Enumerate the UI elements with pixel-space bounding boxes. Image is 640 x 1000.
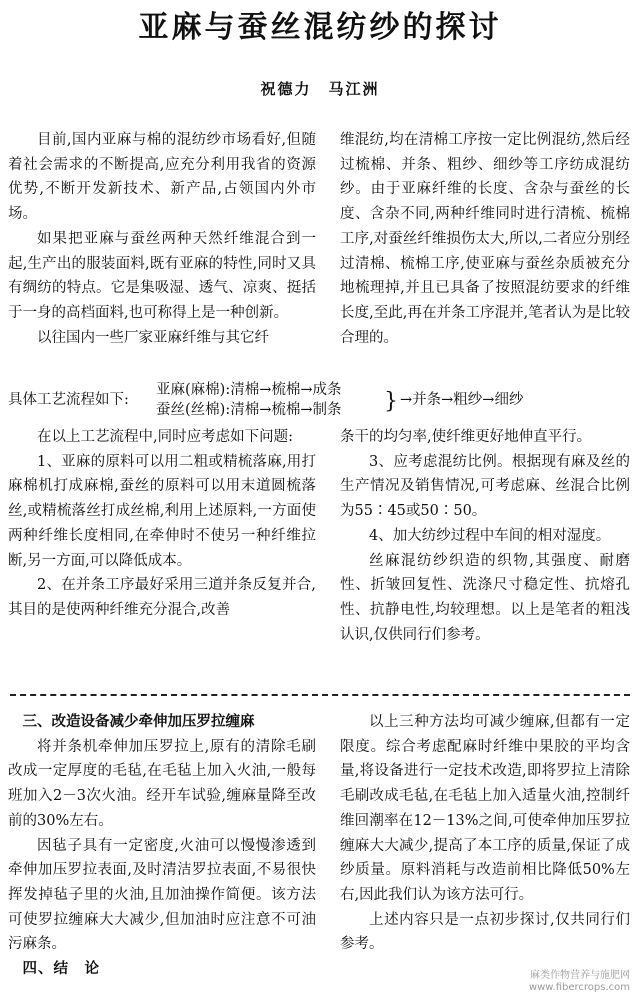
paragraph: 以往国内一些厂家亚麻纤维与其它纤 bbox=[37, 329, 269, 346]
paragraph: 目前,国内亚麻与棉的混纺纱市场看好,但随着社会需求的不断提高,应充分利用我省的资源优势,不断开发新技术、新产品,占领国内外市场。 bbox=[8, 132, 316, 223]
paragraph: 1、亚麻的原料可以用二粗或精梳落麻,用打麻棉机打成麻棉,蚕丝的原料可以用末道圆梳落丝,或精梳落丝打成丝棉,利用上述原料,一方面使两种纤维长度相同,在牵伸时不使另一种纤维拉断,另一方面,可以降低成本。 bbox=[8, 453, 316, 569]
paragraph: 在以上工艺流程中,同时应考虑如下问题: bbox=[37, 429, 293, 445]
left-column-middle bbox=[8, 425, 316, 623]
paragraph: 如果把亚麻与蚕丝两种天然纤维混合到一起,生产出的服装面料,既有亚麻的特性,同时又具有绸纺的特点。它是集吸湿、透气、凉爽、挺括于一身的高档面料,也可称得上是一种创新。 bbox=[8, 230, 316, 321]
paragraph: 维混纺,均在清棉工序按一定比例混纺,然后经过梳棉、并条、粗纱、细纱等工序纺成混纺纱。由于亚麻纤维的长度、含杂与蚕丝的长度、含杂不同,两种纤维同时进行清梳、梳棉工序,对蚕丝纤维损伤太大,所以,二者应分别经过清棉、梳棉工序,使亚麻与蚕丝杂质被充分地梳理掉,并且已具备了按照混纺要求的纤维长度,至此,再在并条工序混并,笔者认为是比较合理的。 bbox=[340, 132, 630, 346]
paragraph: 上述内容只是一点初步探讨,仅共同行们参考。 bbox=[340, 911, 630, 953]
paragraph: 以上三种方法均可减少缠麻,但都有一定限度。综合考虑配麻时纤维中果胶的平均含量,将设备进行一定技术改造,即将罗拉上清除毛刷改成毛毡,在毛毡上加入适量火油,控制纤维回潮率在12－13%之间,可使牵伸加压罗拉缠麻大大减少,提高了本工序的质量,保证了成纱质量。原料消耗与改造前相比降低50%左右,因此我们认为该方法可行。 bbox=[340, 714, 630, 903]
right-column-bottom bbox=[340, 710, 630, 957]
section-heading: 三、改造设备减少牵伸加压罗拉缠麻 bbox=[22, 714, 255, 730]
process-flow bbox=[8, 360, 628, 420]
watermark-url: www.fibercrops.com bbox=[528, 982, 630, 993]
watermark-name: 麻类作物营养与施肥网 bbox=[530, 970, 630, 981]
paragraph: 3、应考虑混纺比例。根据现有麻及丝的生产情况及销售情况,可考虑麻、丝混合比例为55∶45或50∶50。 bbox=[340, 453, 630, 520]
left-column-bottom bbox=[8, 710, 316, 982]
process-flow-silk: 蚕丝(丝棉):清棉→梳棉→制条 bbox=[156, 402, 342, 418]
right-column-middle bbox=[340, 425, 630, 647]
section-heading: 四、结 论 bbox=[22, 961, 100, 978]
watermark bbox=[529, 970, 630, 994]
brace-icon: } bbox=[384, 389, 398, 414]
article-title: 亚麻与蚕丝混纺纱的探讨 bbox=[138, 10, 502, 45]
process-flow-flax: 亚麻(麻棉):清棉→梳棉→成条 bbox=[156, 382, 342, 398]
process-flow-lead: 具体工艺流程如下: bbox=[8, 392, 129, 408]
paragraph: 4、加大纺纱过程中车间的相对湿度。 bbox=[369, 527, 611, 544]
paragraph: 丝麻混纺纱织造的织物,其强度、耐磨性、折皱回复性、洗涤尺寸稳定性、抗熔孔性、抗静电性,均较理想。以上是笔者的粗浅认识,仅供同行们参考。 bbox=[340, 552, 630, 643]
paragraph: 将并条机牵伸加压罗拉上,原有的清除毛刷改成一定厚度的毛毡,在毛毡上加入火油,一般每班加入2－3次火油。经开车试验,缠麻量降至改前的30%左右。 bbox=[8, 738, 316, 829]
right-column-top bbox=[340, 128, 630, 350]
paragraph: 2、在并条工序最好采用三道并条反复并合,其目的是使两种纤维充分混合,改善 bbox=[8, 577, 316, 618]
paragraph: 条干的均匀率,使纤维更好地伸直平行。 bbox=[340, 429, 592, 445]
article-authors: 祝德力 马江洲 bbox=[260, 80, 380, 98]
paragraph: 因毡子具有一定密度,火油可以慢慢渗透到牵伸加压罗拉表面,及时清洁罗拉表面,不易很快挥发掉毡子里的火油,且加油操作简便。该方法可使罗拉缠麻大大减少,但加油时应注意不可油污麻条。 bbox=[8, 837, 316, 953]
process-flow-tail: →并条→粗纱→细纱 bbox=[400, 392, 524, 408]
left-column-top bbox=[8, 128, 316, 350]
section-divider bbox=[10, 694, 630, 696]
